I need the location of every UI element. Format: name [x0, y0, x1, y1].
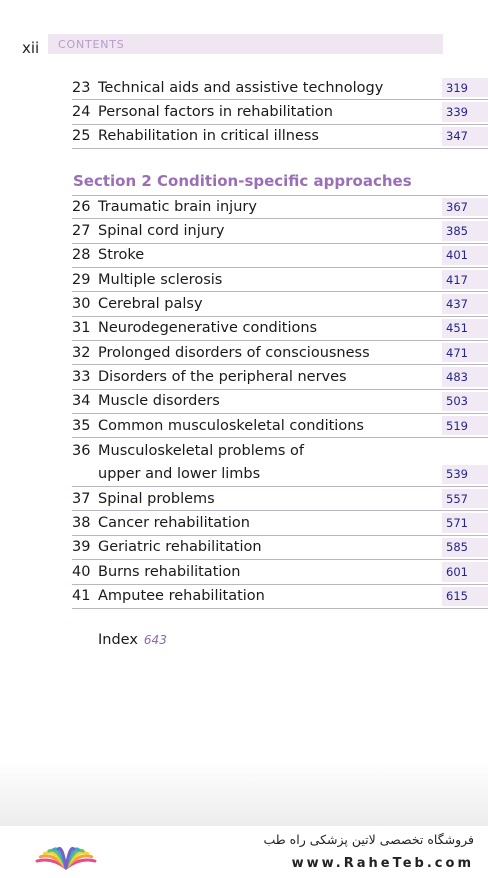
chapter-number: 41 [72, 588, 91, 605]
shop-name: فروشگاه تخصصی لاتین پزشکی راه طب [263, 832, 474, 847]
chapter-title: Stroke [98, 247, 145, 264]
toc-entry[interactable] [72, 487, 488, 511]
chapter-page-number: 483 [442, 367, 488, 386]
toc-entry[interactable] [72, 438, 488, 462]
chapter-title: Musculoskeletal problems of [98, 442, 304, 459]
chapter-title: Disorders of the peripheral nerves [98, 369, 347, 386]
toc-entry[interactable] [72, 585, 488, 609]
chapter-number: 26 [72, 199, 91, 216]
toc-entry[interactable] [72, 268, 488, 292]
toc-entry[interactable] [72, 244, 488, 268]
chapter-page-number: 401 [442, 246, 488, 265]
chapter-page-number: 417 [442, 270, 488, 289]
index-label: Index [98, 632, 138, 648]
chapter-page-number: 539 [442, 465, 488, 484]
chapter-page-number: 451 [442, 319, 488, 338]
chapter-number: 29 [72, 271, 91, 288]
chapter-number: 40 [72, 563, 91, 580]
chapter-number: 27 [72, 223, 91, 240]
chapter-title: Prolonged disorders of consciousness [98, 344, 370, 361]
toc-entry[interactable] [72, 414, 488, 438]
chapter-number: 34 [72, 393, 91, 410]
toc-entry[interactable] [72, 536, 488, 560]
chapter-title: Technical aids and assistive technology [98, 79, 384, 96]
toc-entry[interactable] [72, 76, 488, 100]
chapter-title: Cancer rehabilitation [98, 515, 250, 532]
toc-entry[interactable] [72, 341, 488, 365]
chapter-number: 28 [72, 247, 91, 264]
index-page-number: 643 [143, 633, 167, 647]
chapter-page-number: 503 [442, 392, 488, 411]
chapter-title: Common musculoskeletal conditions [98, 417, 364, 434]
chapter-number: 30 [72, 296, 91, 313]
chapter-title: Spinal problems [98, 490, 215, 507]
chapter-page-number: 585 [442, 538, 488, 557]
toc-entry[interactable] [72, 390, 488, 414]
toc-entry[interactable] [72, 100, 488, 124]
toc-entry[interactable] [72, 463, 488, 487]
chapter-title: upper and lower limbs [98, 466, 261, 483]
chapter-title: Personal factors in rehabilitation [98, 104, 333, 121]
chapter-number: 37 [72, 490, 91, 507]
chapter-page-number: 519 [442, 416, 488, 435]
chapter-number: 36 [72, 442, 91, 459]
toc-entry[interactable] [72, 511, 488, 535]
toc-list-section-1 [72, 76, 488, 149]
toc-list-section-2 [72, 195, 488, 609]
chapter-number: 31 [72, 320, 91, 337]
chapter-page-number: 385 [442, 221, 488, 240]
toc-entry[interactable] [72, 365, 488, 389]
chapter-page-number: 471 [442, 343, 488, 362]
chapter-title: Neurodegenerative conditions [98, 320, 318, 337]
toc-entry[interactable] [72, 125, 488, 149]
chapter-title: Muscle disorders [98, 393, 220, 410]
chapter-number: 39 [72, 539, 91, 556]
chapter-page-number: 339 [442, 102, 488, 121]
chapter-page-number: 601 [442, 562, 488, 581]
running-header: CONTENTS [58, 38, 125, 51]
page-number: xii [22, 39, 40, 57]
chapter-title: Traumatic brain injury [98, 199, 257, 216]
chapter-title: Cerebral palsy [98, 296, 203, 313]
chapter-title: Rehabilitation in critical illness [98, 128, 319, 145]
toc-entry[interactable] [72, 560, 488, 584]
chapter-number: 32 [72, 344, 91, 361]
index-entry[interactable] [98, 632, 167, 648]
chapter-number: 33 [72, 369, 91, 386]
page-bottom-shadow [0, 760, 488, 828]
toc-entry[interactable] [72, 195, 488, 219]
section-heading: Section 2 Condition-specific approaches [73, 172, 412, 190]
toc-entry[interactable] [72, 317, 488, 341]
chapter-page-number: 319 [442, 78, 488, 97]
chapter-number: 25 [72, 128, 91, 145]
shop-url: www.RaheTeb.com [291, 856, 474, 871]
chapter-page-number: 347 [442, 127, 488, 146]
chapter-title: Multiple sclerosis [98, 271, 223, 288]
chapter-number: 38 [72, 515, 91, 532]
chapter-page-number: 557 [442, 489, 488, 508]
chapter-title: Geriatric rehabilitation [98, 539, 262, 556]
chapter-title: Amputee rehabilitation [98, 588, 265, 605]
book-logo-icon [26, 834, 106, 870]
chapter-page-number: 571 [442, 513, 488, 532]
chapter-number: 23 [72, 79, 91, 96]
chapter-page-number: 367 [442, 198, 488, 216]
chapter-page-number: 615 [442, 587, 488, 606]
toc-entry[interactable] [72, 219, 488, 243]
chapter-page-number: 437 [442, 294, 488, 313]
chapter-title: Spinal cord injury [98, 223, 225, 240]
chapter-number: 24 [72, 104, 91, 121]
chapter-number: 35 [72, 417, 91, 434]
chapter-title: Burns rehabilitation [98, 563, 241, 580]
toc-entry[interactable] [72, 292, 488, 316]
